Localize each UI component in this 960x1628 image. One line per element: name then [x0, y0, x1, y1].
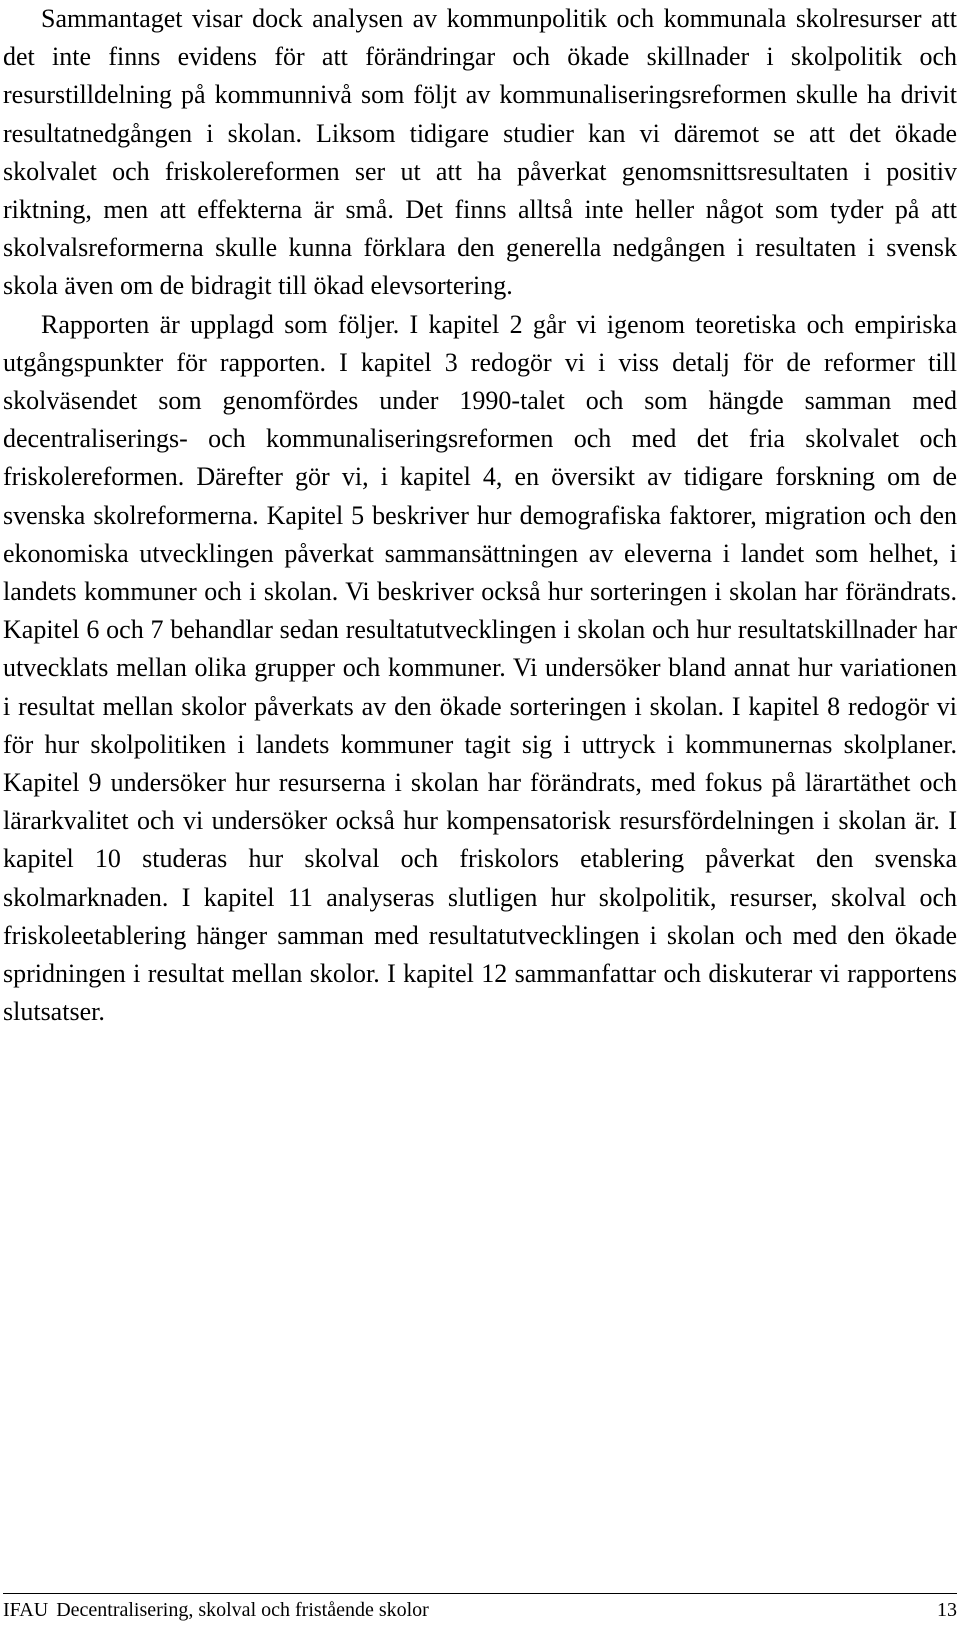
paragraph-summary: Sammantaget visar dock analysen av kommunpolitik och kommunala skolresurser att det inte finns evidens för att förändringar och ökade skillnader i skolpolitik och resurstilldelning på kommunnivå som följt av kommunaliseringsreformen skulle ha drivit resultatnedgången i skolan. Liksom tidigare studier kan vi däremot se att det ökade skolvalet och friskolereformen ser ut att ha påverkat genomsnittsresultaten i positiv riktning, men att effekterna är små. Det finns alltså inte heller något som tyder på att skolvalsreformerna skulle kunna förklara den generella nedgången i resultaten i svensk skola även om de bidragit till ökad elevsortering.	[3, 4, 957, 301]
page-number: 13	[937, 1599, 957, 1621]
footer-title: Decentralisering, skolval och fristående skolor	[56, 1599, 429, 1621]
page-footer	[3, 1591, 957, 1621]
paragraph-report-outline: Rapporten är upplagd som följer. I kapitel 2 går vi igenom teoretiska och empiriska utgångspunkter för rapporten. I kapitel 3 redogör vi i viss detalj för de reformer till skolväsendet som genomfördes under 1990-talet och som hängde samman med decentraliserings- och kommunaliseringsreformen och med det fria skolvalet och friskolereformen. Därefter gör vi, i kapitel 4, en översikt av tidigare forskning om de svenska skolreformerna. Kapitel 5 beskriver hur demografiska faktorer, migration och den ekonomiska utvecklingen påverkat sammansättningen av eleverna i landet som helhet, i landets kommuner och i skolan. Vi beskriver också hur sorteringen i skolan har förändrats. Kapitel 6 och 7 behandlar sedan resultatutvecklingen i skolan och hur resultatskillnader har utvecklats mellan olika grupper och kommuner. Vi undersöker bland annat hur variationen i resultat mellan skolor påverkats av den ökade sorteringen i skolan. I kapitel 8 redogör vi för hur skolpolitiken i landets kommuner tagit sig i uttryck i kommunernas skolplaner. Kapitel 9 undersöker hur resurserna i skolan har förändrats, med fokus på lärartäthet och lärarkvalitet och vi undersöker också hur kompensatorisk resursfördelningen i skolan är. I kapitel 10 studeras hur skolval och friskolors etablering påverkat den svenska skolmarknaden. I kapitel 11 analyseras slutligen hur skolpolitik, resurser, skolval och friskoleetablering hänger samman med resultatutvecklingen i skolan och med den ökade spridningen i resultat mellan skolor. I kapitel 12 sammanfattar och diskuterar vi rapportens slutsatser.	[3, 309, 957, 1027]
body-text	[3, 0, 957, 1031]
footer-source	[3, 1595, 429, 1625]
footer-publisher: IFAU	[3, 1599, 49, 1621]
